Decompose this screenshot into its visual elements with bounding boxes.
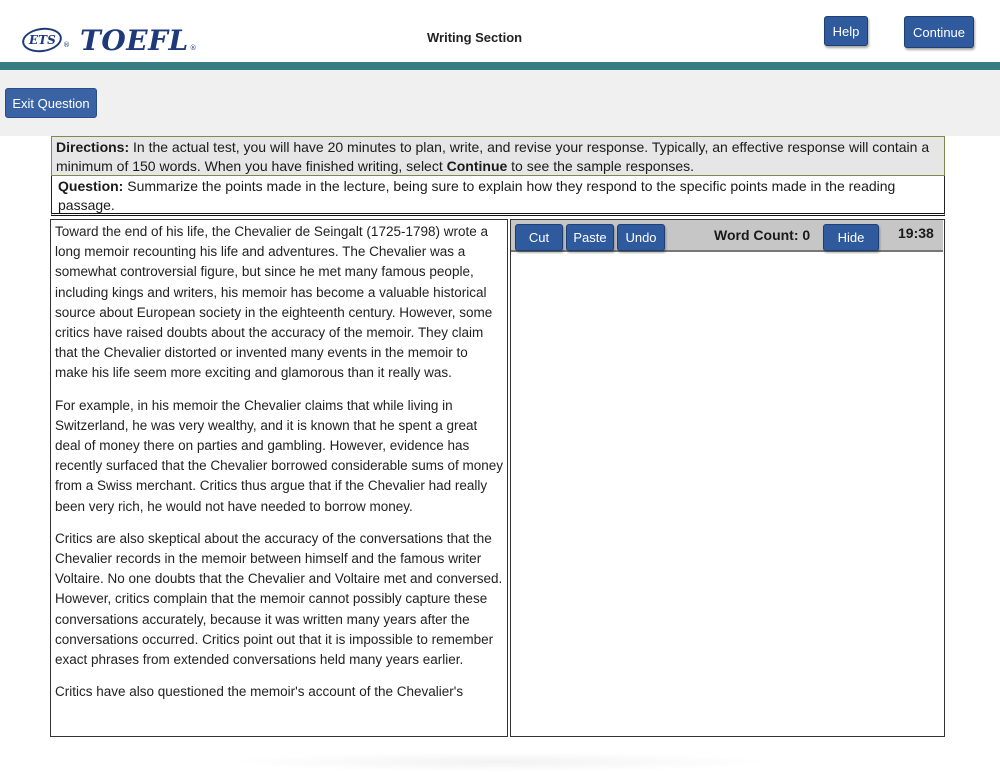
directions-continue-word: Continue bbox=[446, 158, 508, 174]
directions-box bbox=[51, 136, 945, 176]
passage-paragraph: Toward the end of his life, the Chevalier de Seingalt (1725-1798) wrote a long memoir recounting his life and adventures. The Chevalier was a somewhat controversial figure, but since he met many famous people, including kings and writers, his memoir has become a valuable historical source about European society in the eighteenth century. However, some critics have raised doubts about the accuracy of the memoir. They claim that the Chevalier distorted or invented many events in the memoir to make his life seem more exciting and glamorous than it really was. bbox=[55, 224, 493, 381]
toefl-logo-text: TOEFL bbox=[80, 23, 189, 57]
continue-button[interactable]: Continue bbox=[904, 16, 974, 48]
directions-text: In the actual test, you will have 20 minutes to plan, write, and revise your response. Typically, an effective response will contain a minimum of 150 words. When you have finished writing, select bbox=[56, 139, 930, 174]
paste-button[interactable]: Paste bbox=[566, 224, 614, 251]
registered-mark: ® bbox=[63, 41, 70, 49]
response-panel bbox=[510, 219, 945, 737]
question-toolbar bbox=[0, 70, 1000, 136]
cut-button[interactable]: Cut bbox=[515, 224, 563, 251]
ets-logo-icon bbox=[21, 25, 64, 54]
word-count: Word Count: 0 bbox=[714, 227, 811, 243]
section-title: Writing Section bbox=[427, 30, 523, 45]
passage-paragraph: Critics have also questioned the memoir's account of the Chevalier's bbox=[55, 684, 464, 700]
passage-paragraph: Critics are also skeptical about the accuracy of the conversations that the Chevalier records in the memoir between himself and the famous writer Voltaire. No one doubts that the Chevalier and Voltaire met and conversed. However, critics complain that the memoir cannot possibly capture these conversations accurately, because it was written many years after the conversations occurred. Critics point out that it is impossible to remember exact phrases from extended conversations held many years earlier. bbox=[55, 530, 503, 668]
app-header bbox=[0, 0, 1000, 62]
hide-timer-button[interactable]: Hide bbox=[823, 224, 879, 251]
directions-label: Directions: bbox=[56, 139, 130, 155]
ets-toefl-logo bbox=[22, 22, 197, 58]
exit-question-button[interactable]: Exit Question bbox=[5, 88, 97, 118]
help-button[interactable]: Help bbox=[824, 16, 868, 46]
registered-mark: ® bbox=[189, 44, 197, 52]
question-box bbox=[51, 176, 945, 216]
undo-button[interactable]: Undo bbox=[617, 224, 665, 251]
response-textarea[interactable] bbox=[511, 254, 943, 735]
page-shadow bbox=[220, 752, 780, 772]
directions-text-end: to see the sample responses. bbox=[507, 158, 695, 174]
passage-paragraph: For example, in his memoir the Chevalier claims that while living in Switzerland, he was very wealthy, and it is known that he spent a great deal of money there on parties and gambling. However, evidence has recently surfaced that the Chevalier borrowed considerable sums of money from a Swiss merchant. Critics thus argue that if the Chevalier had really been very rich, he would not have needed to borrow money. bbox=[55, 397, 503, 514]
reading-passage[interactable] bbox=[50, 219, 508, 737]
question-text: Summarize the points made in the lecture, being sure to explain how they respond to the specific points made in the reading passage. bbox=[58, 178, 896, 213]
ets-logo-text: ETS bbox=[28, 33, 56, 47]
countdown-timer: 19:38 bbox=[898, 225, 934, 241]
response-toolbar bbox=[511, 220, 943, 252]
question-label: Question: bbox=[58, 178, 124, 194]
header-divider bbox=[0, 62, 1000, 70]
